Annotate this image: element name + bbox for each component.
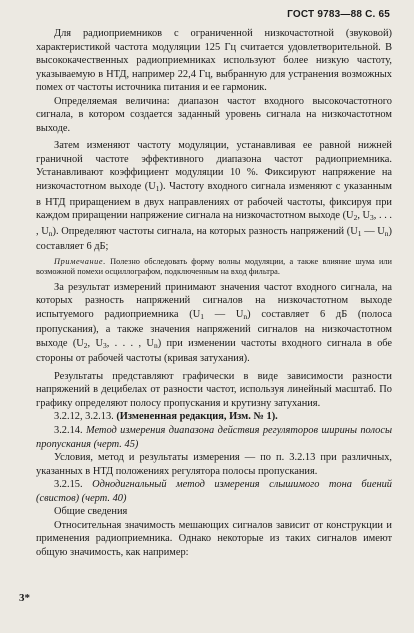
paragraph: Условия, метод и результаты измерения — по п. 3.2.13 при различных, указанных в НТД положениях регулятора полосы пропускания. [36,452,392,477]
section-heading: 3.2.14. Метод измерения диапазона действия регуляторов ширины полосы пропускания (черт. 45) [36,425,392,450]
page-body [36,27,392,560]
paragraph: Определяемая величина: диапазон частот входного высокочастотного сигнала, в котором создается заданный уровень сигнала на низкочастотном выходе. [36,95,392,134]
paragraph: За результат измерений принимают значения частот входного сигнала, на которых разность напряжений сигналов на низкочастотном выходе испытуемого радиоприемника ($U_1$ — $U_n$) составляет 6 дБ (полоса пропускания), а также значения напряжений сигналов на низкочастотном выходе ($U_2$, $U_3$, . . . , $U_n$) при изменении частоты входного сигнала в обе стороны от рабочей частоты (кривая затухания). [36,281,393,365]
paragraph: Затем изменяют частоту модуляции, устанавливая ее равной нижней граничной частоте эффективного диапазона частот радиоприемника. Устанавливают коэффициент модуляции 10 %. Фиксируют напряжение на низкочастотном выходе $(U_1)$. Частоту входного сигнала изменяют с указанным в НТД приращением в двух направлениях от рабочей частоты, фиксируя при каждом приращении напряжение сигнала на низкочастотном выходе ($U_2$, $U_3$, . . . , $U_n$). Определяют частоты сигнала, на которых разность напряжений ($U_1$ — $U_n$) составляет 6 дБ; [36,140,393,253]
note-label: Примечание. [54,256,106,266]
paragraph: Результаты представляют графически в виде зависимости разности напряжений в децибелах от разности частот, используя линейный масштаб. По графику определяют полосу пропускания и крутизну затухания. [36,370,392,409]
footer-mark: 3* [19,592,30,604]
note [36,257,392,278]
section-heading: 3.2.15. Однодигнальный метод измерения слышимого тона биений (свистов) (черт. 40) [36,479,393,504]
paragraph: Относительная значимость мешающих сигналов зависит от конструкции и применения радиоприемника. Однако некоторые из таких сигналов имеют общую значимость, как например: [36,519,392,558]
section-amendment: 3.2.12, 3.2.13. (Измененная редакция, Изм. № 1). [54,411,278,423]
paragraph: Для радиоприемников с ограниченной низкочастотной (звуковой) характеристикой частота модуляции 125 Гц считается удовлетворительной. В высококачественных радиоприемниках используют более низкую частоту, указываемую в НТД, например 22,4 Гц, выбранную для устранения возможных помех от частоты источника питания и ее гармоник. [36,28,392,94]
subsection-heading: Общие сведения [54,506,128,518]
note-text: Полезно обследовать форму волны модуляции, а также влияние шума или возможной помехи осциллографом, подключенным на вход фильтра. [36,256,392,277]
page-header: ГОСТ 9783—88 С. 65 [287,9,390,20]
